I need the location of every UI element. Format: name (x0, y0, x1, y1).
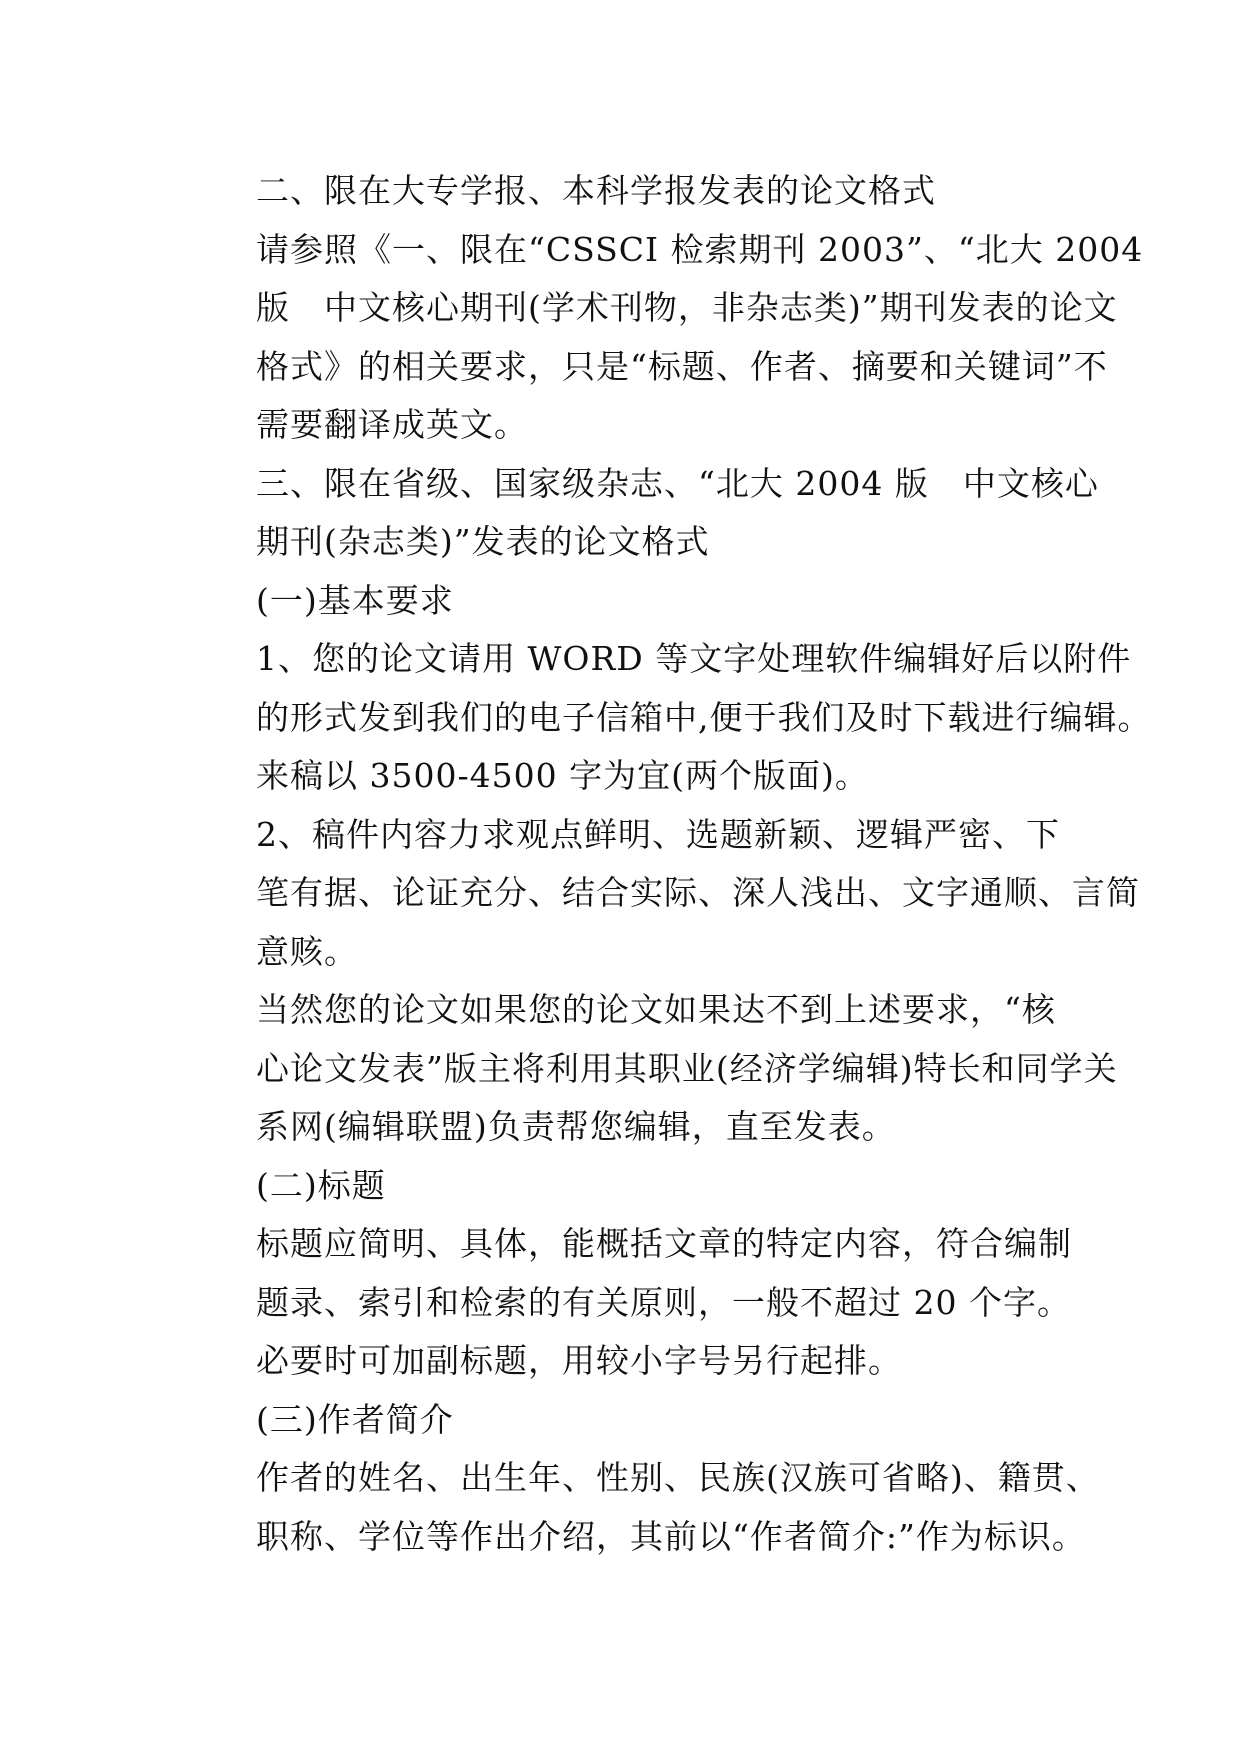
text-line: 格式》的相关要求，只是“标题、作者、摘要和关键词”不 (256, 346, 1108, 386)
text-line: 期刊(杂志类)”发表的论文格式 (256, 522, 710, 561)
text-line: 职称、学位等作出介绍，其前以“作者简介:”作为标识。 (256, 1516, 1086, 1556)
subheading-title (190, 1157, 1054, 1216)
text-line: 1、您的论文请用 WORD 等文字处理软件编辑好后以附件 (256, 639, 1132, 678)
paragraph-subtitle (190, 1332, 1054, 1391)
text-line: 心论文发表”版主将利用其职业(经济学编辑)特长和同学关 (256, 1048, 1118, 1088)
paragraph-author-details (190, 1449, 1100, 1566)
text-line: 来稿以 3500-4500 字为宜(两个版面)。 (256, 756, 869, 795)
text-line: (二)标题 (256, 1165, 386, 1205)
text-line: 当然您的论文如果您的论文如果达不到上述要求，“核 (256, 990, 1056, 1029)
paragraph-item-1 (190, 630, 1152, 747)
text-line: 的形式发到我们的电子信箱中,便于我们及时下载进行编辑。 (256, 697, 1152, 737)
section-heading-2 (190, 162, 1054, 221)
text-line: 题录、索引和检索的有关原则，一般不超过 20 个字。 (256, 1282, 1071, 1322)
text-line: 标题应简明、具体，能概括文章的特定内容，符合编制 (256, 1224, 1072, 1263)
text-line: 笔有据、论证充分、结合实际、深人浅出、文字通顺、言简 (256, 873, 1140, 912)
paragraph-editing-help (190, 981, 1118, 1157)
text-line: 系网(编辑联盟)负责帮您编辑，直至发表。 (256, 1107, 896, 1146)
text-line: 作者的姓名、出生年、性别、民族(汉族可省略)、籍贯、 (256, 1458, 1100, 1497)
section-heading-3 (190, 455, 1099, 572)
subheading-basic-requirements (190, 572, 1054, 631)
paragraph-word-count (190, 747, 1054, 806)
text-line: 需要翻译成英文。 (256, 405, 528, 444)
text-line: (一)基本要求 (256, 580, 454, 620)
paragraph-title-rules (190, 1215, 1072, 1332)
text-line: 版 中文核心期刊(学术刊物，非杂志类)”期刊发表的论文 (256, 288, 1118, 327)
subheading-author-intro (190, 1391, 1054, 1450)
paragraph-item-2 (190, 806, 1140, 982)
text-line: 请参照《一、限在“CSSCI 检索期刊 2003”、“北大 2004 (256, 229, 1144, 269)
paragraph-reference (190, 221, 1144, 455)
text-line: 必要时可加副标题，用较小字号另行起排。 (256, 1341, 902, 1380)
text-line: 意赅。 (256, 931, 358, 971)
text-line: 2、稿件内容力求观点鲜明、选题新颖、逻辑严密、下 (256, 814, 1060, 854)
text-line: 三、限在省级、国家级杂志、“北大 2004 版 中文核心 (256, 463, 1099, 503)
document-body (190, 162, 1152, 1566)
text-line: (三)作者简介 (256, 1399, 454, 1439)
text-line: 二、限在大专学报、本科学报发表的论文格式 (256, 171, 936, 210)
